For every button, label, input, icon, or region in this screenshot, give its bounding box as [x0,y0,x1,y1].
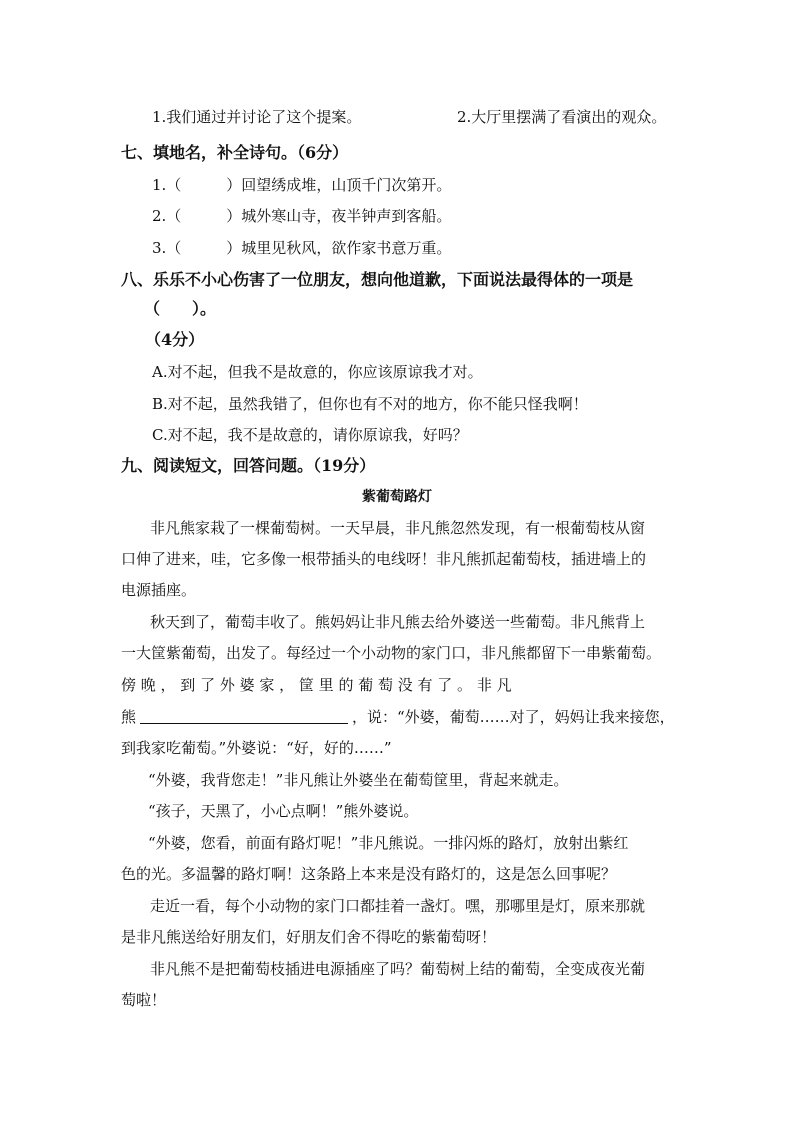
sentence-2: 2.大厅里摆满了看演出的观众。 [457,108,667,126]
story-line: “外婆，您看，前面有路灯呢！”非凡熊说。一排闪烁的路灯，放射出紫红 [148,834,629,852]
q7-item-3: 3.（ ）城里见秋风，欲作家书意万重。 [152,239,452,257]
q7-item-2: 2.（ ）城外寒山寺，夜半钟声到客船。 [152,207,452,225]
q8-heading-blank: （ ）。 [144,299,217,318]
q8-score: （4分） [145,330,205,349]
story-line: 傍 晚 ， 到 了 外 婆 家 ， 筐 里 的 葡 萄 没 有 了 。 非 凡 [121,676,512,694]
q8-option-b: B.对不起，虽然我错了，但你也有不对的地方，你不能只怪我啊！ [152,395,588,413]
story-line: 萄啦！ [121,991,167,1009]
story-line: 秋天到了，葡萄丰收了。熊妈妈让非凡熊去给外婆送一些葡萄。非凡熊背上 [150,613,646,631]
q7-item-1: 1.（ ）回望绣成堆，山顶千门次第开。 [152,176,452,194]
q8-option-c: C.对不起，我不是故意的，请你原谅我，好吗？ [152,426,468,444]
q8-heading: 八、乐乐不小心伤害了一位朋友，想向他道歉，下面说法最得体的一项是 [121,270,634,289]
story-title: 紫葡萄路灯 [362,489,432,505]
story-line: “孩子，天黑了，小心点啊！”熊外婆说。 [148,802,419,820]
story-line: 一大筐紫葡萄，出发了。每经过一个小动物的家门口，非凡熊都留下一串紫葡萄。 [121,644,662,662]
story-text: ，说：“外婆，葡萄……对了，妈妈让我来接您， [352,708,675,726]
story-line: 到我家吃葡萄。”外婆说：“好，好的……” [121,739,392,757]
q7-heading: 七、填地名，补全诗句。（6分） [121,143,349,162]
answer-blank[interactable] [140,707,348,724]
story-text: 熊 [121,708,137,726]
story-line: 非凡熊家栽了一棵葡萄树。一天早晨，非凡熊忽然发现，有一根葡萄枝从窗 [150,519,646,537]
story-line: 是非凡熊送给好朋友们，好朋友们舍不得吃的紫葡萄呀！ [121,928,497,946]
q8-option-a: A.对不起，但我不是故意的，你应该原谅我才对。 [152,363,483,381]
story-line: 电源插座。 [121,581,197,599]
story-line: 口伸了进来，哇，它多像一根带插头的电线呀！非凡熊抓起葡萄枝，插进墙上的 [121,550,647,568]
story-line: 非凡熊不是把葡萄枝插进电源插座了吗？葡萄树上结的葡萄，全变成夜光葡 [150,960,646,978]
story-line: 色的光。多温馨的路灯啊！这条路上本来是没有路灯的，这是怎么回事呢？ [121,865,617,883]
story-line: 走近一看，每个小动物的家门口都挂着一盏灯。嘿，那哪里是灯，原来那就 [150,897,646,915]
sentence-1: 1.我们通过并讨论了这个提案。 [152,108,362,126]
story-line: “外婆，我背您走！”非凡熊让外婆坐在葡萄筐里，背起来就走。 [148,771,569,789]
q9-heading: 九、阅读短文，回答问题。（19分） [121,456,376,475]
story-line-with-blank [121,706,675,728]
